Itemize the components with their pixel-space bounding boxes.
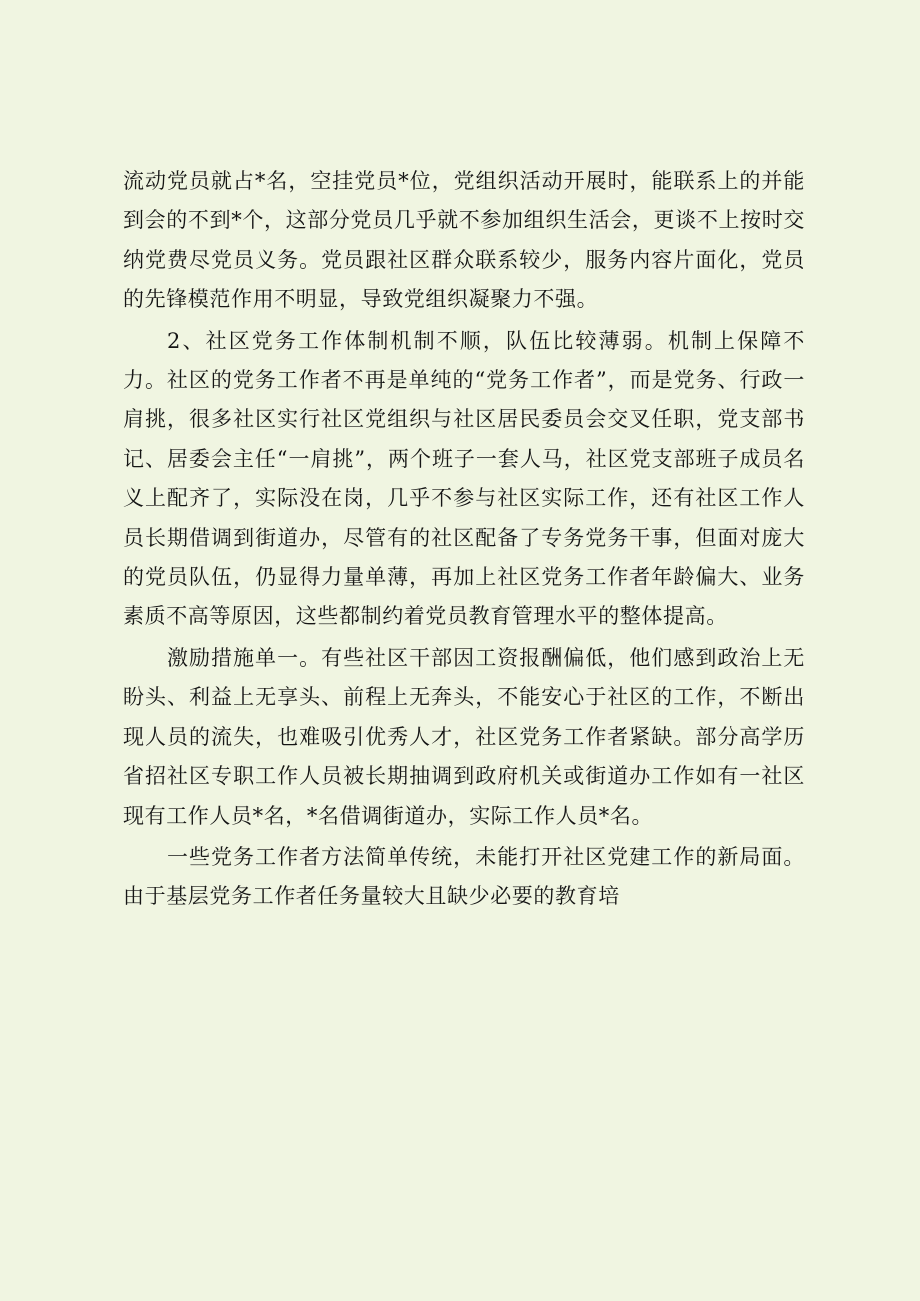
paragraph-party-affairs-mechanism: 2、社区党务工作体制机制不顺，队伍比较薄弱。机制上保障不力。社区的党务工作者不再是单纯的“党务工作者”，而是党务、行政一肩挑，很多社区实行社区党组织与社区居民委员会交叉任职，党支部书记、居委会主任“一肩挑”，两个班子一套人马，社区党支部班子成员名义上配齐了，实际没在岗，几乎不参与社区实际工作，还有社区工作人员长期借调到街道办，尽管有的社区配备了专务党务干事，但面对庞大的党员队伍，仍显得力量单薄，再加上社区党务工作者年龄偏大、业务素质不高等原因，这些都制约着党员教育管理水平的整体提高。 [123,328,805,629]
paragraph-floating-members: 流动党员就占*名，空挂党员*位，党组织活动开展时，能联系上的并能到会的不到*个，这部分党员几乎就不参加组织生活会，更谈不上按时交纳党费尽党员义务。党员跟社区群众联系较少，服务内容片面化，党员的先锋模范作用不明显，导致党组织凝聚力不强。 [123,169,805,312]
paragraph-incentive-measures: 激励措施单一。有些社区干部因工资报酬偏低，他们感到政治上无盼头、利益上无享头、前程上无奔头，不能安心于社区的工作，不断出现人员的流失，也难吸引优秀人才，社区党务工作者紧缺。部分高学历省招社区专职工作人员被长期抽调到政府机关或街道办工作如有一社区现有工作人员*名，*名借调街道办，实际工作人员*名。 [123,645,805,828]
paragraph-work-methods: 一些党务工作者方法简单传统，未能打开社区党建工作的新局面。由于基层党务工作者任务量较大且缺少必要的教育培 [123,844,805,909]
document-body [123,162,805,919]
